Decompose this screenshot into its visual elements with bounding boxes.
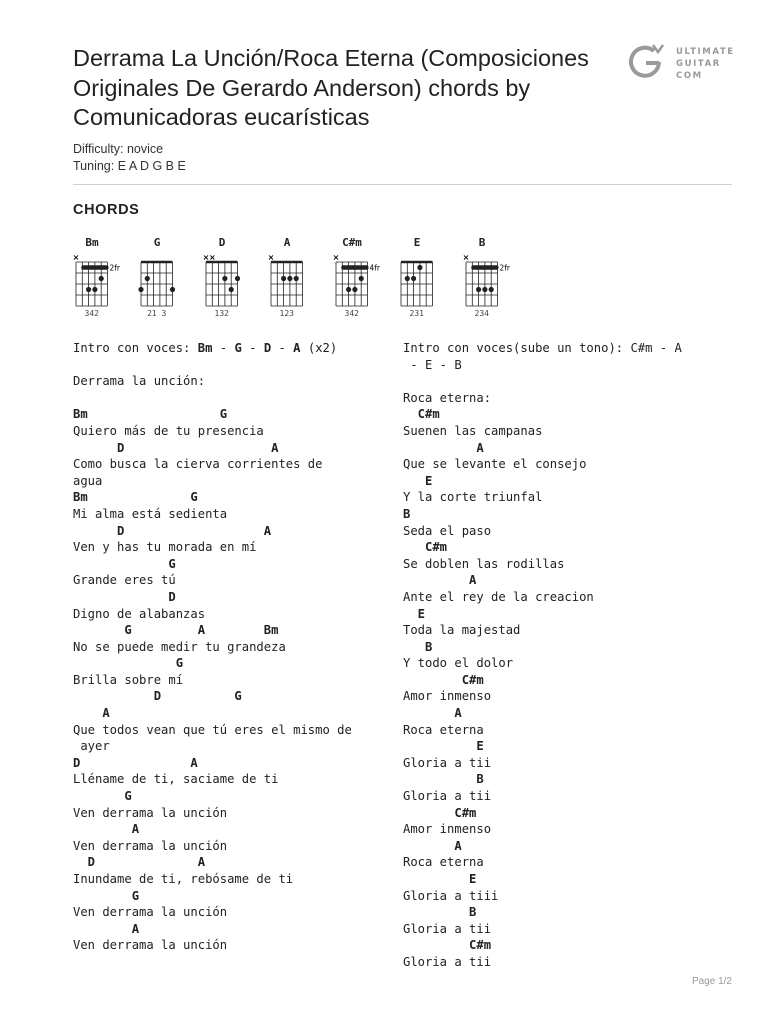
tuning-label: Tuning: E A D G B E [73,159,186,173]
finger-dot [281,276,286,281]
fingering-label: 123 [279,309,294,318]
lyric-line: Y todo el dolor [403,656,514,671]
lyric-line: Que todos vean que tú eres el mismo de [73,722,352,737]
lyric-line: Ven derrama la unción [73,838,228,853]
logo-wordmark: ULTIMATE GUITAR COM [676,47,735,81]
lyric-line [403,373,682,390]
chord-line[interactable]: D A [73,523,272,538]
fretboard-grid [138,250,198,318]
fretboard-grid [332,250,393,318]
song-title: Derrama La Unción/Roca Eterna (Composiciones Originales De Gerardo Anderson) chords by Comunicadoras eucarísticas [73,45,589,130]
barre-mark [341,265,368,269]
page-number: Page 1/2 [691,976,732,987]
finger-dot [405,276,410,281]
chord-diagram-a [268,236,328,316]
chord-line[interactable]: Bm G [73,407,228,422]
chord-line[interactable]: C#m [403,938,492,953]
finger-dot [235,276,240,281]
lyric-line: Amor inmenso [403,689,492,704]
chords-section-heading: CHORDS [73,202,140,218]
lyric-line: Como busca la cierva corrientes de [73,457,323,472]
lyric-line [73,390,352,407]
lyric-line: Seda el paso [403,523,492,538]
finger-dot [229,287,234,292]
chord-line[interactable]: D [73,589,176,604]
chord-diagram-bm [73,236,133,316]
finger-dot [417,265,422,270]
fretboard-grid [267,250,328,318]
lyric-line: Quiero más de tu presencia [73,423,264,438]
chord-diagram-d [203,236,263,316]
fingering-label: 231 [409,309,424,318]
finger-dot [222,276,227,281]
lyrics-column-right [403,340,682,971]
lyric-line: Y la corte triunfal [403,490,543,505]
fingering-label: 234 [474,309,489,318]
chord-line[interactable]: D A [73,440,279,455]
muted-string-icon: × [332,253,340,262]
finger-dot [145,276,150,281]
lyric-line: Roca eterna: [403,390,492,405]
lyric-line: Ven derrama la unción [73,905,228,920]
chord-line[interactable]: C#m [403,805,477,820]
header-divider [73,184,732,185]
ug-logo-icon [626,42,666,82]
muted-string-icon: × [462,253,470,262]
chord-line[interactable]: E [403,739,484,754]
chord-line[interactable]: A [73,921,140,936]
lyric-line: Gloria a tii [403,921,492,936]
lyric-line: Gloria a tii [403,755,492,770]
chord-line[interactable]: E [403,872,477,886]
chord-line[interactable]: B [403,905,477,920]
lyric-line: agua [73,473,103,488]
lyric-line: - E - B [403,357,462,372]
finger-dot [92,287,97,292]
muted-string-icon: × [72,253,80,262]
chord-line[interactable]: A [403,440,484,455]
lyric-line: Se doblen las rodillas [403,556,565,571]
ultimate-guitar-logo[interactable] [626,42,736,86]
fretboard-grid [462,250,523,318]
fingering-label: 342 [344,309,359,318]
finger-dot [482,287,487,292]
fret-position-label: 2fr [499,263,510,273]
chord-line[interactable]: C#m [403,540,448,555]
finger-dot [346,287,351,292]
chord-line[interactable]: C#m [403,672,484,687]
chord-line[interactable]: G A Bm [73,623,279,638]
lyric-line: Roca eterna [403,722,484,737]
lyric-line: Gloria a tiii [403,888,499,903]
finger-dot [86,287,91,292]
chord-line[interactable]: D G [73,689,242,704]
finger-dot [411,276,416,281]
fingering-label: 132 [214,309,229,318]
lyric-line: Amor inmenso [403,822,492,837]
lyric-line: Brilla sobre mí [73,672,184,687]
chord-line[interactable]: E [403,473,433,488]
chord-line[interactable]: G [73,556,176,571]
finger-dot [294,276,299,281]
chord-line[interactable]: A [403,706,462,721]
chord-name: G [153,236,161,249]
lyric-line: Digno de alabanzas [73,606,206,621]
fret-position-label: 4fr [369,263,380,273]
chord-diagram-e [398,236,458,316]
lyric-line: Ven derrama la unción [73,938,228,953]
chord-line[interactable]: G [73,789,132,804]
chord-symbol[interactable]: A [293,341,301,355]
barre-mark [81,265,108,269]
lyric-line: Mi alma está sedienta [73,506,228,521]
finger-dot [99,276,104,281]
chord-name: D [218,236,226,249]
chord-name: B [478,236,486,249]
lyric-line: ayer [73,739,110,754]
lyric-line: Gloria a tii [403,789,492,804]
lyric-line: Toda la majestad [403,623,521,638]
finger-dot [359,276,364,281]
difficulty-label: Difficulty: novice [73,142,164,156]
fretboard-grid [202,250,263,318]
lyric-line: Grande eres tú [73,573,176,588]
lyric-line: Derrama la unción: [73,374,206,389]
fingering-label: 21 3 [147,309,167,318]
fret-position-label: 2fr [109,263,120,273]
chord-diagram-b [463,236,523,316]
fretboard-grid [72,250,133,318]
chord-line[interactable]: G [73,656,184,671]
chord-diagram-csharpm [333,236,393,316]
fretboard-grid [398,250,458,318]
chord-line[interactable]: A [73,822,140,837]
chord-symbol[interactable]: Bm [197,341,213,355]
barre-mark [471,265,498,269]
intro-line: Intro con voces: Bm - G - D - A (x2) [73,341,338,355]
chord-line[interactable]: E [403,606,426,621]
chord-symbol[interactable]: D [263,341,272,355]
finger-dot [352,287,357,292]
finger-dot [138,287,143,292]
lyric-line: No se puede medir tu grandeza [73,639,286,654]
chord-line[interactable]: D A [73,755,198,770]
muted-string-icon: × [202,253,210,262]
lyric-line: Ven derrama la unción [73,805,228,820]
chord-line[interactable]: B [403,639,433,654]
lyric-line: Ante el rey de la creacion [403,589,594,604]
chord-line[interactable]: A [403,573,477,588]
finger-dot [476,287,481,292]
chord-line[interactable]: C#m [403,407,440,422]
finger-dot [170,287,175,292]
muted-string-icon: × [267,253,275,262]
lyric-line: Lléname de ti, saciame de ti [73,772,279,787]
lyrics-column-left [73,340,352,954]
lyric-line: Que se levante el consejo [403,457,587,472]
chord-diagram-g [138,236,198,316]
chord-line[interactable]: D A [73,855,206,870]
finger-dot [287,276,292,281]
chord-name: C#m [342,236,362,249]
fingering-label: 342 [84,309,99,318]
chord-line[interactable]: G [73,888,140,903]
chord-line[interactable]: A [73,706,110,721]
lyric-line: Ven y has tu morada en mí [73,540,257,555]
chord-name: A [283,236,291,249]
chord-name: Bm [85,236,99,249]
lyric-line: Intro con voces(sube un tono): C#m - A [403,341,682,355]
chord-line[interactable]: Bm G [73,490,198,505]
chord-symbol[interactable]: G [234,341,242,355]
lyric-line: Gloria a tii [403,954,492,969]
lyric-line: Roca eterna [403,855,484,870]
chord-name: E [413,236,421,249]
chord-line[interactable]: B [403,772,484,787]
chord-line[interactable]: B [403,506,411,521]
muted-string-icon: × [208,253,216,262]
finger-dot [489,287,494,292]
lyric-line [73,357,352,374]
chord-line[interactable]: A [403,838,462,853]
lyric-line: Inundame de ti, rebósame de ti [73,872,294,886]
lyric-line: Suenen las campanas [403,423,543,438]
